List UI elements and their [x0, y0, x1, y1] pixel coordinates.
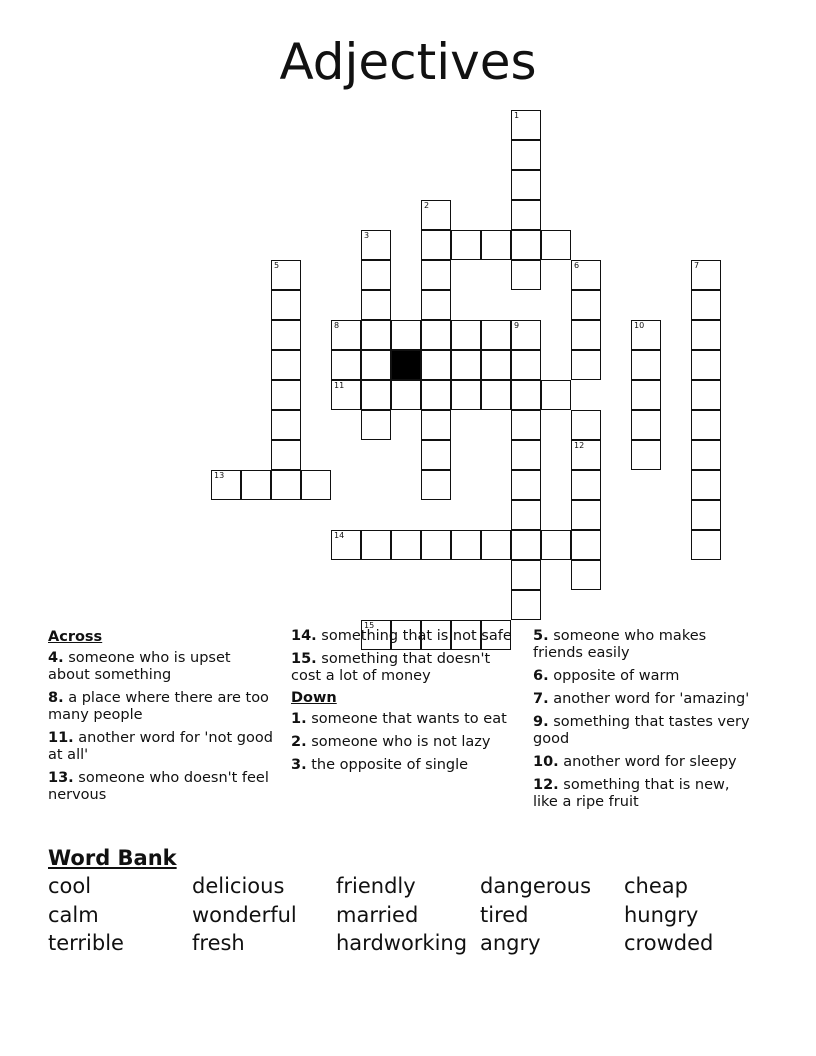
clue-item — [533, 628, 758, 662]
crossword-cell[interactable] — [511, 440, 541, 470]
crossword-cell[interactable] — [571, 260, 601, 290]
across-clue-list — [48, 650, 273, 804]
clue-text: something that is new, like a ripe fruit — [533, 777, 730, 810]
crossword-cell[interactable] — [511, 170, 541, 200]
crossword-cell[interactable] — [511, 140, 541, 170]
crossword-cell[interactable] — [331, 380, 361, 410]
black-cell — [391, 350, 421, 380]
word-bank-word: wonderful — [192, 902, 297, 927]
clue-item — [48, 690, 273, 724]
crossword-cell[interactable] — [421, 230, 451, 260]
clue-number: 15. — [291, 651, 317, 667]
clue-number: 6. — [533, 668, 549, 684]
crossword-cell[interactable] — [481, 380, 511, 410]
crossword-cell[interactable] — [361, 350, 391, 380]
clue-number: 3. — [291, 757, 307, 773]
word-bank-word: terrible — [48, 931, 124, 955]
crossword-cell[interactable] — [511, 380, 541, 410]
crossword-cell[interactable] — [391, 380, 421, 410]
clue-item — [291, 711, 513, 728]
word-bank-word: delicious — [192, 874, 285, 898]
crossword-cell[interactable] — [271, 380, 301, 410]
clue-text: another word for sleepy — [558, 754, 737, 770]
clue-number: 3 — [364, 231, 370, 240]
clue-number: 5 — [274, 261, 280, 270]
clue-number: 11. — [48, 730, 74, 746]
crossword-cell[interactable] — [421, 350, 451, 380]
clue-number: 8 — [334, 321, 340, 330]
word-bank-word: friendly — [336, 874, 416, 898]
crossword-cell[interactable] — [421, 530, 451, 560]
crossword-cell[interactable] — [691, 440, 721, 470]
word-bank-word: dangerous — [480, 874, 592, 898]
crossword-cell[interactable] — [511, 500, 541, 530]
word-bank-word: hungry — [624, 902, 699, 927]
crossword-cell[interactable] — [481, 320, 511, 350]
crossword-cell[interactable] — [481, 350, 511, 380]
clue-item — [291, 757, 513, 774]
crossword-cell[interactable] — [481, 530, 511, 560]
crossword-cell[interactable] — [571, 440, 601, 470]
crossword-cell[interactable] — [361, 230, 391, 260]
crossword-cell[interactable] — [361, 530, 391, 560]
crossword-cell[interactable] — [691, 350, 721, 380]
down-clue-list — [291, 711, 513, 774]
clue-item — [48, 650, 273, 684]
crossword-cell[interactable] — [511, 230, 541, 260]
crossword-cell[interactable] — [691, 260, 721, 290]
clue-item — [48, 730, 273, 764]
clue-item — [533, 754, 758, 771]
crossword-cell[interactable] — [481, 230, 511, 260]
crossword-cell[interactable] — [421, 320, 451, 350]
crossword-cell[interactable] — [211, 470, 241, 500]
clue-number: 14. — [291, 628, 317, 644]
clue-number: 12. — [533, 777, 559, 793]
word-bank-word: angry — [480, 931, 541, 955]
crossword-cell[interactable] — [691, 320, 721, 350]
clue-number: 10. — [533, 754, 559, 770]
crossword-cell[interactable] — [511, 470, 541, 500]
crossword-cell[interactable] — [571, 320, 601, 350]
crossword-cell[interactable] — [421, 290, 451, 320]
crossword-cell[interactable] — [301, 470, 331, 500]
crossword-cell[interactable] — [571, 410, 601, 440]
clue-number: 7 — [694, 261, 700, 270]
word-bank-word: hardworking — [336, 931, 468, 955]
clues-column-3 — [533, 628, 758, 817]
clue-number: 15 — [364, 621, 375, 630]
clue-number: 6 — [574, 261, 580, 270]
clue-number: 11 — [334, 381, 345, 390]
crossword-cell[interactable] — [451, 350, 481, 380]
crossword-cell[interactable] — [421, 440, 451, 470]
clue-number: 13 — [214, 471, 225, 480]
clue-text: opposite of warm — [548, 668, 680, 684]
word-bank-word: married — [336, 902, 419, 927]
crossword-cell[interactable] — [631, 350, 661, 380]
clue-text: someone that wants to eat — [306, 711, 507, 727]
crossword-cell[interactable] — [421, 200, 451, 230]
clue-number: 8. — [48, 690, 64, 706]
clue-text: another word for 'amazing' — [548, 691, 750, 707]
crossword-cell[interactable] — [511, 560, 541, 590]
clue-item — [291, 651, 513, 685]
crossword-cell[interactable] — [511, 320, 541, 350]
crossword-cell[interactable] — [361, 380, 391, 410]
clue-item — [291, 628, 513, 645]
crossword-cell[interactable] — [421, 470, 451, 500]
clue-number: 4. — [48, 650, 64, 666]
crossword-cell[interactable] — [631, 440, 661, 470]
crossword-cell[interactable] — [331, 350, 361, 380]
clues-column-2 — [291, 628, 513, 780]
page-title: Adjectives — [279, 33, 537, 91]
crossword-cell[interactable] — [511, 410, 541, 440]
crossword-cell[interactable] — [691, 470, 721, 500]
clue-text: the opposite of single — [306, 757, 469, 773]
crossword-cell[interactable] — [421, 260, 451, 290]
clue-number: 13. — [48, 770, 74, 786]
crossword-cell[interactable] — [271, 410, 301, 440]
clue-text: someone who is upset about something — [48, 650, 231, 683]
word-bank-title: Word Bank — [48, 846, 177, 870]
crossword-cell[interactable] — [691, 380, 721, 410]
clue-text: someone who doesn't feel nervous — [48, 770, 269, 803]
crossword-cell[interactable] — [541, 530, 571, 560]
crossword-cell[interactable] — [571, 500, 601, 530]
crossword-cell[interactable] — [691, 500, 721, 530]
crossword-cell[interactable] — [511, 200, 541, 230]
clue-item — [533, 691, 758, 708]
clue-text: someone who makes friends easily — [533, 628, 707, 661]
crossword-cell[interactable] — [331, 320, 361, 350]
crossword-cell[interactable] — [511, 530, 541, 560]
crossword-cell[interactable] — [691, 530, 721, 560]
down-heading: Down — [291, 690, 337, 706]
crossword-cell[interactable] — [271, 290, 301, 320]
crossword-cell[interactable] — [271, 350, 301, 380]
crossword-cell[interactable] — [241, 470, 271, 500]
crossword-cell[interactable] — [361, 290, 391, 320]
crossword-cell[interactable] — [541, 380, 571, 410]
crossword-cell[interactable] — [451, 530, 481, 560]
crossword-cell[interactable] — [451, 380, 481, 410]
crossword-cell[interactable] — [571, 290, 601, 320]
crossword-cell[interactable] — [271, 470, 301, 500]
word-bank-word: tired — [480, 902, 529, 927]
across-heading: Across — [48, 629, 103, 645]
clue-text: something that is not safe — [316, 628, 512, 644]
crossword-cell[interactable] — [421, 380, 451, 410]
crossword-cell[interactable] — [271, 440, 301, 470]
clue-number: 5. — [533, 628, 549, 644]
crossword-cell[interactable] — [391, 530, 421, 560]
clue-text: something that doesn't cost a lot of money — [291, 651, 491, 684]
crossword-cell[interactable] — [451, 230, 481, 260]
clue-number: 14 — [334, 531, 345, 540]
crossword-cell[interactable] — [691, 290, 721, 320]
clue-number: 9 — [514, 321, 520, 330]
clue-item — [533, 714, 758, 748]
word-bank-word: cool — [48, 874, 92, 898]
crossword-cell[interactable] — [511, 350, 541, 380]
clue-number: 7. — [533, 691, 549, 707]
across-clue-list-continued — [291, 628, 513, 685]
crossword-cell[interactable] — [451, 320, 481, 350]
clues-column-1 — [48, 628, 273, 810]
word-bank-word: crowded — [624, 931, 714, 955]
crossword-cell[interactable] — [421, 410, 451, 440]
crossword-cell[interactable] — [361, 260, 391, 290]
clue-text: someone who is not lazy — [306, 734, 491, 750]
word-bank-word: calm — [48, 902, 99, 927]
crossword-cell[interactable] — [331, 530, 361, 560]
crossword-cell[interactable] — [511, 260, 541, 290]
crossword-cell[interactable] — [511, 590, 541, 620]
clue-number: 2. — [291, 734, 307, 750]
crossword-cell[interactable] — [361, 320, 391, 350]
down-clue-list-continued — [533, 628, 758, 811]
clue-item — [48, 770, 273, 804]
crossword-cell[interactable] — [631, 320, 661, 350]
clue-number: 1 — [514, 111, 520, 120]
clue-text: another word for 'not good at all' — [48, 730, 273, 763]
crossword-cell[interactable] — [631, 380, 661, 410]
crossword-cell[interactable] — [391, 320, 421, 350]
clue-text: something that tastes very good — [533, 714, 750, 747]
clue-number: 12 — [574, 441, 585, 450]
clue-number: 10 — [634, 321, 645, 330]
clue-text: a place where there are too many people — [48, 690, 269, 723]
crossword-cell[interactable] — [571, 350, 601, 380]
crossword-cell[interactable] — [571, 560, 601, 590]
crossword-cell[interactable] — [541, 230, 571, 260]
crossword-cell[interactable] — [631, 410, 661, 440]
clue-item — [291, 734, 513, 751]
word-bank-word: cheap — [624, 874, 688, 898]
crossword-cell[interactable] — [361, 410, 391, 440]
clue-number: 9. — [533, 714, 549, 730]
clue-item — [533, 777, 758, 811]
clue-number: 2 — [424, 201, 430, 210]
word-bank-word: fresh — [192, 931, 245, 955]
crossword-cell[interactable] — [571, 470, 601, 500]
crossword-cell[interactable] — [271, 320, 301, 350]
crossword-cell[interactable] — [511, 110, 541, 140]
crossword-cell[interactable] — [691, 410, 721, 440]
crossword-cell[interactable] — [571, 530, 601, 560]
clue-number: 1. — [291, 711, 307, 727]
clue-item — [533, 668, 758, 685]
crossword-cell[interactable] — [271, 260, 301, 290]
